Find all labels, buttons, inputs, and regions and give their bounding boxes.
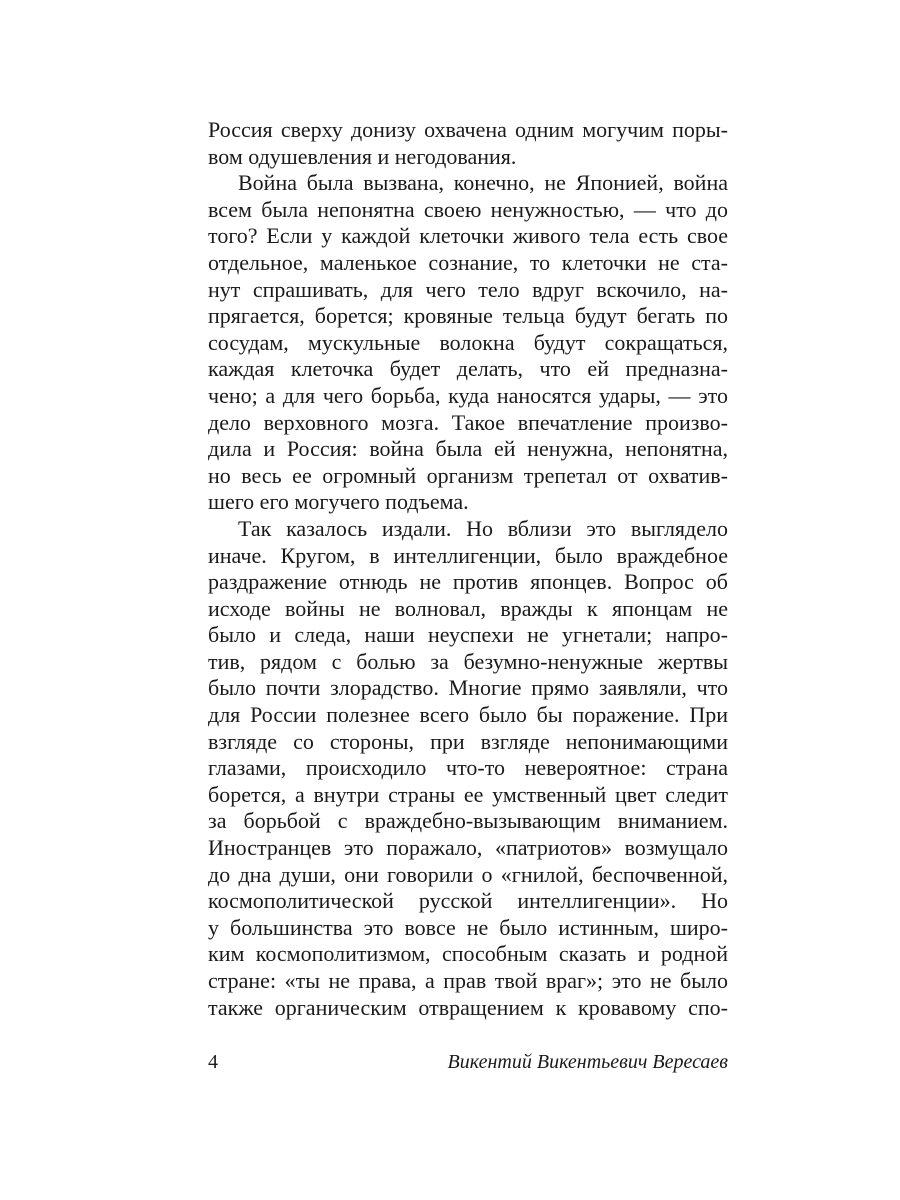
text-line: дело верховного мозга. Такое впечатление произво- [208,409,728,435]
paragraph-3 [208,516,728,1021]
text-line: каждая клеточка будет делать, что ей предназна- [208,356,728,382]
text-line: отдельное, маленькое сознание, то клеточки не ста- [208,249,728,275]
text-line: Война была вызвана, конечно, не Японией, война [238,170,728,196]
text-line: чено; а для чего борьба, куда наносятся удары, — это [208,382,728,408]
text-line: глазами, происходило что-то невероятное: страна [208,755,728,781]
text-line: у большинства это вовсе не было истинным, широ- [208,914,728,940]
text-line: того? Если у каждой клеточки живого тела есть свое [208,223,728,249]
text-line: ким космополитизмом, способным сказать и родной [208,941,728,967]
text-line: было и следа, наши неуспехи не угнетали; напро- [208,622,728,648]
text-line: стране: «ты не права, а прав твой враг»; это не было [208,968,728,993]
text-line: Россия сверху донизу охвачена одним могучим поры- [208,117,728,142]
page-footer [208,1048,728,1076]
text-line: нут спрашивать, для чего тело вдруг вскочило, на- [208,276,728,302]
text-line: было почти злорадство. Многие прямо заявляли, что [208,675,728,701]
text-line: но весь ее огромный организм трепетал от охватив- [208,462,728,488]
text-line: прягается, борется; кровяные тельца будут бегать по [208,303,728,329]
text-line: для России полезнее всего было бы поражение. При [208,702,728,728]
text-line: раздражение отнюдь не против японцев. Вопрос об [208,569,728,595]
text-line: космополитической русской интеллигенции». Но [208,888,728,914]
text-line: всем была непонятна своею ненужностью, — что до [208,196,728,222]
text-line: борется, а внутри страны ее умственный цвет следит [208,781,728,807]
page-body [208,117,728,1021]
text-line: до дна души, они говорили о «гнилой, беспочвенной, [208,861,728,887]
text-line: Иностранцев это поражало, «патриотов» возмущало [208,835,728,861]
text-line: также органическим отвращением к кровавому спо- [208,994,728,1020]
text-line: Так казалось издали. Но вблизи это выглядело [238,515,728,541]
text-line: тив, рядом с болью за безумно-ненужные жертвы [208,648,728,674]
paragraph-2 [208,170,728,516]
text-line: сосудам, мускульные волокна будут сокращаться, [208,329,728,355]
running-author: Викентий Викентьевич Вересаев [447,1051,728,1073]
text-line: дила и Россия: война была ей ненужна, непонятна, [208,436,728,462]
text-line: исходе войны не волновал, вражды к японцам не [208,595,728,621]
text-line: за борьбой с враждебно-вызывающим вниманием. [208,808,728,834]
text-line: иначе. Кругом, в интеллигенции, было враждебное [208,542,728,568]
page-number: 4 [208,1051,218,1073]
text-line: взгляде со стороны, при взгляде непонимающими [208,728,728,754]
paragraph-1 [208,117,728,170]
text-line: шего его могучего подъема. [208,489,469,515]
text-line: вом одушевления и негодования. [208,143,517,169]
